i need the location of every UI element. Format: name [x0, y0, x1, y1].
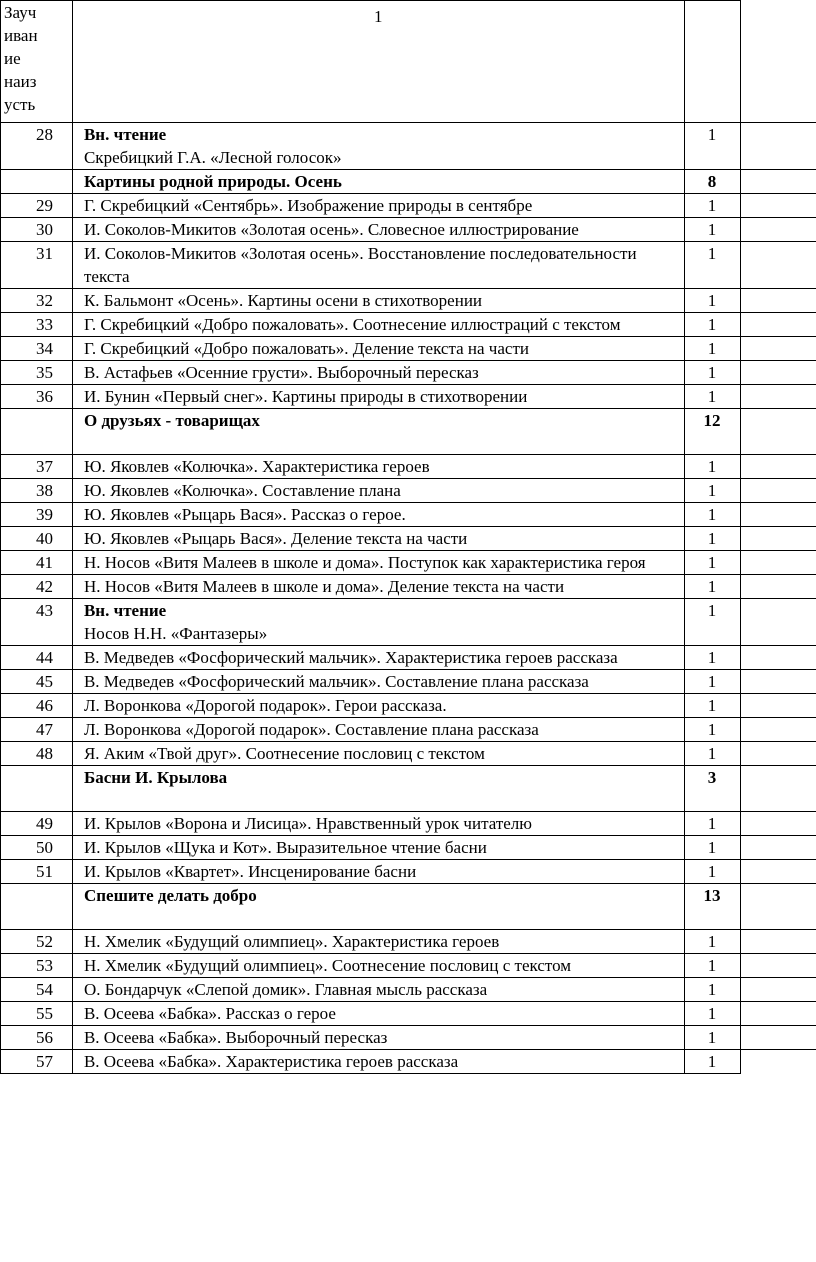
lesson-topic-cell	[72, 599, 684, 646]
extra-column-cell	[740, 455, 816, 479]
lesson-topic-cell	[72, 742, 684, 766]
lesson-row	[1, 812, 816, 836]
lesson-row	[1, 954, 816, 978]
section-row	[1, 170, 816, 194]
lesson-topic: К. Бальмонт «Осень». Картины осени в стихотворении	[83, 291, 483, 310]
header-memorization-line: Зауч	[4, 3, 37, 22]
extra-column-cell	[740, 170, 816, 194]
extra-column-cell	[740, 479, 816, 503]
extra-column-cell	[740, 409, 816, 455]
section-row	[1, 766, 816, 812]
lesson-topic: В. Осеева «Бабка». Рассказ о герое	[83, 1004, 336, 1023]
lesson-hours: 1	[684, 742, 740, 766]
extra-column-cell	[740, 1050, 816, 1074]
extra-column-cell	[740, 766, 816, 812]
lesson-topic: Н. Хмелик «Будущий олимпиец». Характеристика героев	[83, 932, 500, 951]
extra-column-cell	[740, 599, 816, 646]
section-hours	[684, 409, 740, 455]
lesson-hours: 1	[684, 289, 740, 313]
section-hours-value: 12	[703, 411, 721, 430]
extra-column-cell	[740, 1002, 816, 1026]
lesson-number: 40	[1, 527, 73, 551]
lesson-topic: Л. Воронкова «Дорогой подарок». Составление плана рассказа	[83, 720, 539, 739]
lesson-number	[1, 884, 73, 930]
lesson-row	[1, 455, 816, 479]
header-memorization-line: усть	[4, 95, 36, 114]
lesson-topic-cell	[72, 503, 684, 527]
section-title-cell	[72, 170, 684, 194]
lesson-hours: 1	[684, 313, 740, 337]
extra-column-cell	[740, 313, 816, 337]
lesson-number: 47	[1, 718, 73, 742]
lesson-number: 46	[1, 694, 73, 718]
lesson-row	[1, 123, 816, 170]
lesson-row	[1, 385, 816, 409]
header-memorization-line: ие	[4, 49, 21, 68]
extra-column-cell	[740, 575, 816, 599]
lesson-row	[1, 361, 816, 385]
lesson-hours: 1	[684, 1050, 740, 1074]
lesson-number: 35	[1, 361, 73, 385]
lesson-hours: 1	[684, 954, 740, 978]
lesson-hours: 1	[684, 337, 740, 361]
section-row	[1, 884, 816, 930]
lesson-row	[1, 479, 816, 503]
lesson-topic-cell	[72, 337, 684, 361]
lesson-hours: 1	[684, 718, 740, 742]
lesson-topic-cell	[72, 313, 684, 337]
lesson-topic-cell	[72, 978, 684, 1002]
lesson-topic: В. Медведев «Фосфорический мальчик». Составление плана рассказа	[83, 672, 589, 691]
lesson-row	[1, 337, 816, 361]
lesson-topic-cell	[72, 646, 684, 670]
lesson-hours: 1	[684, 575, 740, 599]
lesson-number: 41	[1, 551, 73, 575]
section-title-cell	[72, 766, 684, 812]
extra-column-cell	[740, 1026, 816, 1050]
lesson-row	[1, 313, 816, 337]
section-title-cell	[72, 409, 684, 455]
lesson-hours: 1	[684, 1002, 740, 1026]
lesson-topic: О. Бондарчук «Слепой домик». Главная мысль рассказа	[83, 980, 488, 999]
header-memorization-line: иван	[4, 26, 38, 45]
extra-column-cell	[740, 954, 816, 978]
section-hours	[684, 170, 740, 194]
lesson-number: 37	[1, 455, 73, 479]
lesson-hours: 1	[684, 194, 740, 218]
lesson-row	[1, 1050, 816, 1074]
extra-column-cell	[740, 884, 816, 930]
extra-column-cell	[740, 718, 816, 742]
lesson-topic-cell	[72, 694, 684, 718]
lesson-number: 56	[1, 1026, 73, 1050]
lesson-row	[1, 1026, 816, 1050]
lesson-number: 30	[1, 218, 73, 242]
lesson-number: 52	[1, 930, 73, 954]
section-hours-value: 3	[707, 768, 717, 787]
extra-column-cell	[740, 194, 816, 218]
lesson-number: 45	[1, 670, 73, 694]
lesson-number: 49	[1, 812, 73, 836]
lesson-hours: 1	[684, 670, 740, 694]
lesson-hours: 1	[684, 836, 740, 860]
lesson-plan-body	[1, 1, 816, 1074]
lesson-hours: 1	[684, 599, 740, 646]
extra-column-cell	[740, 218, 816, 242]
extra-column-cell	[740, 836, 816, 860]
section-hours	[684, 766, 740, 812]
lesson-row	[1, 599, 816, 646]
lesson-number: 42	[1, 575, 73, 599]
header-third-cell	[684, 1, 740, 123]
lesson-topic: И. Соколов-Микитов «Золотая осень». Восстановление последовательности текста	[83, 244, 637, 286]
lesson-hours: 1	[684, 694, 740, 718]
extra-column-cell	[740, 503, 816, 527]
lesson-row	[1, 575, 816, 599]
lesson-topic: Ю. Яковлев «Колючка». Составление плана	[83, 481, 401, 500]
section-row	[1, 409, 816, 455]
lesson-number: 28	[1, 123, 73, 170]
lesson-hours: 1	[684, 385, 740, 409]
lesson-topic: В. Осеева «Бабка». Характеристика героев рассказа	[83, 1052, 459, 1071]
lesson-row	[1, 718, 816, 742]
lesson-hours: 1	[684, 361, 740, 385]
lesson-topic-cell	[72, 385, 684, 409]
header-memorization-line: наиз	[4, 72, 37, 91]
lesson-topic-cell	[72, 718, 684, 742]
lesson-row	[1, 860, 816, 884]
lesson-topic: Н. Носов «Витя Малеев в школе и дома». Поступок как характеристика героя	[83, 553, 646, 572]
lesson-topic-cell	[72, 361, 684, 385]
extra-column-cell	[740, 337, 816, 361]
section-title: О друзьях - товарищах	[83, 411, 260, 430]
lesson-topic-cell	[72, 527, 684, 551]
lesson-row	[1, 527, 816, 551]
header-second-cell: 1	[72, 1, 684, 123]
lesson-topic-cell	[72, 194, 684, 218]
lesson-topic: И. Крылов «Квартет». Инсценирование басни	[83, 862, 417, 881]
lesson-topic-cell	[72, 836, 684, 860]
lesson-hours: 1	[684, 218, 740, 242]
lesson-row	[1, 194, 816, 218]
lesson-number: 48	[1, 742, 73, 766]
lesson-number: 50	[1, 836, 73, 860]
lesson-topic-cell	[72, 479, 684, 503]
extra-column-cell	[740, 812, 816, 836]
lesson-topic: Ю. Яковлев «Рыцарь Вася». Деление текста на части	[83, 529, 468, 548]
extra-column-cell	[740, 361, 816, 385]
section-title: Картины родной природы. Осень	[83, 172, 342, 191]
lesson-row	[1, 646, 816, 670]
lesson-topic: И. Крылов «Ворона и Лисица». Нравственный урок читателю	[83, 814, 532, 833]
extra-column-cell	[740, 123, 816, 170]
extra-column-cell	[740, 978, 816, 1002]
extra-column-cell	[740, 670, 816, 694]
lesson-row	[1, 218, 816, 242]
lesson-topic-cell	[72, 242, 684, 289]
lesson-topic: И. Крылов «Щука и Кот». Выразительное чтение басни	[83, 838, 487, 857]
lesson-topic-cell	[72, 218, 684, 242]
header-memorization-label	[4, 1, 72, 116]
extra-column-cell	[740, 242, 816, 289]
lesson-topic: Скребицкий Г.А. «Лесной голосок»	[83, 148, 342, 167]
lesson-row	[1, 742, 816, 766]
lesson-topic-cell	[72, 575, 684, 599]
lesson-number: 44	[1, 646, 73, 670]
lesson-row	[1, 978, 816, 1002]
lesson-number: 29	[1, 194, 73, 218]
lesson-topic: Ю. Яковлев «Рыцарь Вася». Рассказ о герое.	[83, 505, 406, 524]
extra-column-cell	[740, 289, 816, 313]
section-hours-value: 8	[707, 172, 717, 191]
lesson-topic-cell	[72, 670, 684, 694]
lesson-topic: И. Соколов-Микитов «Золотая осень». Словесное иллюстрирование	[83, 220, 579, 239]
lesson-number: 43	[1, 599, 73, 646]
extra-column-cell	[740, 646, 816, 670]
lesson-topic-cell	[72, 930, 684, 954]
header-row	[1, 1, 816, 123]
extra-column-cell	[740, 385, 816, 409]
header-memorization-cell	[1, 1, 73, 123]
lesson-number: 38	[1, 479, 73, 503]
lesson-number: 32	[1, 289, 73, 313]
section-title: Басни И. Крылова	[83, 768, 228, 787]
lesson-topic-cell	[72, 954, 684, 978]
lesson-row	[1, 503, 816, 527]
lesson-hours: 1	[684, 812, 740, 836]
lesson-hours: 1	[684, 503, 740, 527]
lesson-topic-cell	[72, 551, 684, 575]
lesson-topic: Н. Носов «Витя Малеев в школе и дома». Деление текста на части	[83, 577, 565, 596]
extra-column-cell	[740, 742, 816, 766]
extra-reading-label: Вн. чтение	[83, 601, 167, 620]
extra-column-cell	[740, 551, 816, 575]
lesson-topic: Г. Скребицкий «Добро пожаловать». Соотнесение иллюстраций с текстом	[83, 315, 621, 334]
lesson-topic: Ю. Яковлев «Колючка». Характеристика героев	[83, 457, 430, 476]
lesson-number: 53	[1, 954, 73, 978]
lesson-topic-cell	[72, 123, 684, 170]
lesson-hours: 1	[684, 646, 740, 670]
lesson-topic: Г. Скребицкий «Сентябрь». Изображение природы в сентябре	[83, 196, 533, 215]
lesson-number	[1, 409, 73, 455]
extra-column-cell	[740, 860, 816, 884]
lesson-topic-cell	[72, 289, 684, 313]
section-hours	[684, 884, 740, 930]
lesson-topic-cell	[72, 812, 684, 836]
header-extra-cell	[740, 1, 816, 123]
lesson-hours: 1	[684, 479, 740, 503]
lesson-row	[1, 551, 816, 575]
lesson-number: 51	[1, 860, 73, 884]
lesson-row	[1, 836, 816, 860]
lesson-row	[1, 1002, 816, 1026]
extra-column-cell	[740, 527, 816, 551]
section-title: Спешите делать добро	[83, 886, 257, 905]
lesson-hours: 1	[684, 455, 740, 479]
lesson-topic: Я. Аким «Твой друг». Соотнесение пословиц с текстом	[83, 744, 485, 763]
lesson-topic: Н. Хмелик «Будущий олимпиец». Соотнесение пословиц с текстом	[83, 956, 572, 975]
lesson-number: 39	[1, 503, 73, 527]
lesson-topic: В. Медведев «Фосфорический мальчик». Характеристика героев рассказа	[83, 648, 618, 667]
lesson-number: 55	[1, 1002, 73, 1026]
lesson-topic: Л. Воронкова «Дорогой подарок». Герои рассказа.	[83, 696, 447, 715]
lesson-hours: 1	[684, 930, 740, 954]
lesson-hours: 1	[684, 1026, 740, 1050]
lesson-hours: 1	[684, 551, 740, 575]
lesson-number: 54	[1, 978, 73, 1002]
section-title-cell	[72, 884, 684, 930]
lesson-number: 31	[1, 242, 73, 289]
lesson-topic-cell	[72, 1002, 684, 1026]
lesson-row	[1, 670, 816, 694]
extra-column-cell	[740, 930, 816, 954]
lesson-hours: 1	[684, 527, 740, 551]
lesson-number: 33	[1, 313, 73, 337]
lesson-hours: 1	[684, 978, 740, 1002]
lesson-number: 34	[1, 337, 73, 361]
lesson-row	[1, 930, 816, 954]
lesson-topic: И. Бунин «Первый снег». Картины природы в стихотворении	[83, 387, 528, 406]
lesson-topic-cell	[72, 1026, 684, 1050]
extra-column-cell	[740, 694, 816, 718]
section-hours-value: 13	[703, 886, 721, 905]
lesson-topic: Носов Н.Н. «Фантазеры»	[83, 624, 268, 643]
lesson-topic: Г. Скребицкий «Добро пожаловать». Деление текста на части	[83, 339, 529, 358]
lesson-row	[1, 694, 816, 718]
lesson-topic-cell	[72, 1050, 684, 1074]
lesson-hours: 1	[684, 123, 740, 170]
lesson-row	[1, 289, 816, 313]
lesson-hours: 1	[684, 860, 740, 884]
lesson-number: 57	[1, 1050, 73, 1074]
lesson-number: 36	[1, 385, 73, 409]
lesson-number	[1, 170, 73, 194]
lesson-topic-cell	[72, 860, 684, 884]
lesson-topic: В. Астафьев «Осенние грусти». Выборочный пересказ	[83, 363, 479, 382]
lesson-hours: 1	[684, 242, 740, 289]
extra-reading-label: Вн. чтение	[83, 125, 167, 144]
lesson-topic-cell	[72, 455, 684, 479]
lesson-row	[1, 242, 816, 289]
lesson-topic: В. Осеева «Бабка». Выборочный пересказ	[83, 1028, 388, 1047]
lesson-number	[1, 766, 73, 812]
